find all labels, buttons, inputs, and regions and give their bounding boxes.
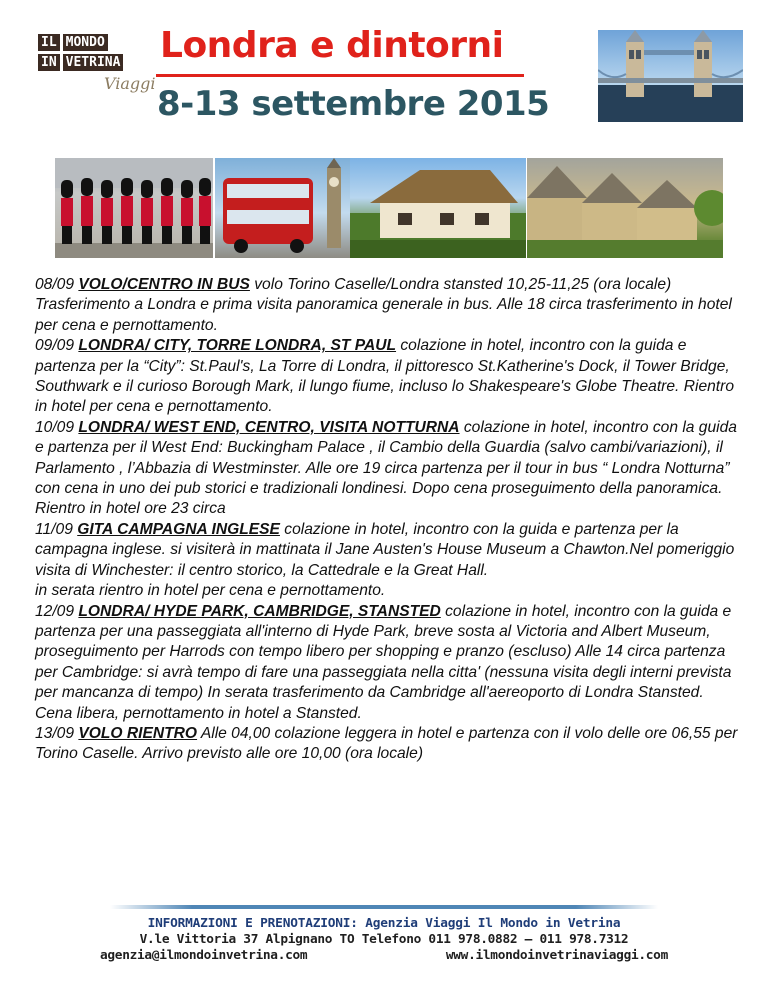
logo-word: IN [38,54,60,71]
day-date: 09/09 [35,337,75,355]
royal-guards-photo [55,158,213,258]
email-link[interactable]: agenzia@ilmondoinvetrina.com [100,948,308,963]
logo-script: Viaggi [104,74,156,93]
cotswold-village-photo [527,158,723,258]
footer-contacts [100,948,668,964]
trip-dates: 8-13 settembre 2015 [157,84,550,124]
footer-divider [110,905,658,909]
day-description: colazione in hotel, incontro con la guida e partenza per una passeggiata all'interno di Hyde Park, breve sosta al Victoria and Albert Museum, proseguimento per Harrods con tempo libero per shopping e pranzo (escluso) Alle 14 circa partenza per Cambridge: si avrà tempo di fare una passeggiata nella citta' (nessuna visita degli interni prevista per mancanza di tempo) In serata trasferimento da Cambridge all'aereoporto di Londra Stansted. Cena libera, pernottamento in hotel a Stansted. [35,602,732,722]
logo-word: MONDO [63,34,108,51]
day-description: colazione in hotel, incontro con la guida e partenza per la campagna inglese. si visiterà in mattinata il Jane Austen's House Museum a Chawton.Nel pomeriggio visita di Winchester: il centro storico, la Cattedrale e la Great Hall. [35,520,735,579]
day-date: 12/09 [35,602,75,620]
day-description: volo Torino Caselle/Londra stansted 10,25-11,25 (ora locale) Trasferimento a Londra e prima visita panoramica generale in bus. Alle 18 circa trasferimento in hotel per cena e pernottamento. [35,276,732,334]
itinerary-day [35,520,740,581]
itinerary-day [35,275,740,336]
thatched-cottage-photo [350,158,526,258]
logo-word: VETRINA [63,54,124,71]
tower-bridge-photo [598,30,743,122]
day-date: 10/09 [35,418,75,436]
day-date: 08/09 [35,276,75,293]
day-description: Alle 04,00 colazione leggera in hotel e partenza con il volo delle ore 06,55 per Torino Caselle. Arrivo previsto alle ore 10,00 (ora locale) [35,724,738,763]
day-heading: LONDRA/ HYDE PARK, CAMBRIDGE, STANSTED [78,602,441,620]
logo-word: IL [38,34,60,51]
title-underline [156,74,524,77]
day-description: colazione in hotel, incontro con la guida e partenza per la “City”: St.Paul's, La Torre di Londra, il pittoresco St.Katherine's Dock, il Tower Bridge, Southwark e il curioso Borough Mark, il lungo fiume, incluso lo Shakespeare's Globe Theatre. Rientro in hotel per cena e pernottamento. [35,337,734,416]
day-description: colazione in hotel, incontro con la guida e partenza per il West End: Buckingham Palace , il Cambio della Guardia (salvo cambi/variazioni), il Parlamento , l’Abbazia di Westminster. Alle ore 19 circa partenza per il tour in bus “ Londra Notturna” con cena in uno dei pub storici e tradizionali londinesi. Dopo cena proseguimento della panoramica. Rientro in hotel ore 23 circa [35,418,737,518]
bus-big-ben-photo [215,158,350,258]
itinerary-note: in serata rientro in hotel per cena e pernottamento. [35,582,386,600]
itinerary-day [35,336,740,418]
day-date: 13/09 [35,724,75,742]
itinerary-day [35,602,740,724]
day-heading: GITA CAMPAGNA INGLESE [77,520,280,538]
footer-info-line: INFORMAZIONI E PRENOTAZIONI: Agenzia Viaggi Il Mondo in Vetrina [147,916,621,931]
website-link[interactable]: www.ilmondoinvetrinaviaggi.com [445,948,668,963]
page-title: Londra e dintorni [160,25,504,66]
agency-logo [38,34,156,100]
footer-address-line: V.le Vittoria 37 Alpignano TO Telefono 011 978.0882 – 011 978.7312 [139,932,629,947]
day-date: 11/09 [35,520,73,538]
day-heading: VOLO RIENTRO [78,724,198,742]
itinerary-day [35,724,740,765]
day-heading: LONDRA/ CITY, TORRE LONDRA, ST PAUL [78,337,397,355]
itinerary [35,275,740,765]
day-heading: LONDRA/ WEST END, CENTRO, VISITA NOTTURNA [78,418,460,436]
contact-footer [100,916,668,964]
itinerary-day [35,418,740,520]
day-heading: VOLO/CENTRO IN BUS [78,276,250,293]
